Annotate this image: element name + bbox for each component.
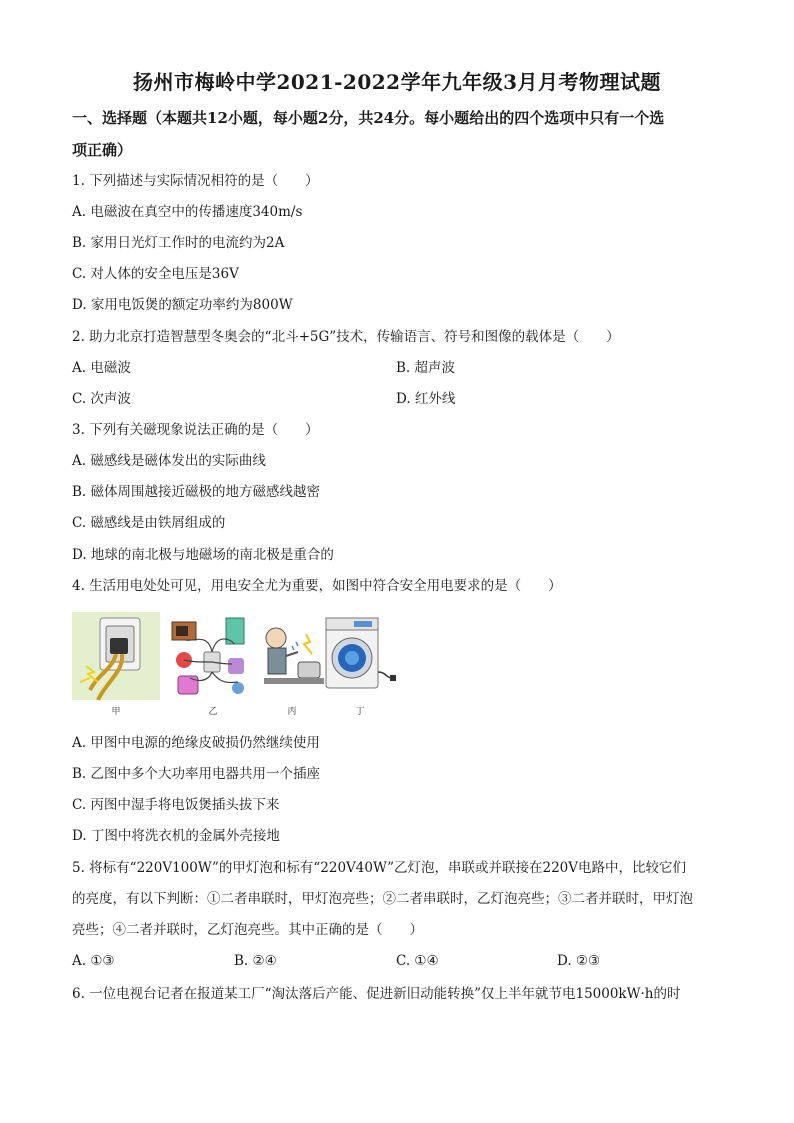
question-3-option-b: B. 磁体周围越接近磁极的地方磁感线越密 — [72, 484, 321, 500]
figure-label-ding: 丁 — [355, 707, 365, 717]
page-title: 扬州市梅岭中学2021-2022学年九年级3月月考物理试题 — [132, 70, 662, 94]
question-1-option-a: A. 电磁波在真空中的传播速度340m/s — [72, 204, 303, 220]
question-3-option-a: A. 磁感线是磁体发出的实际曲线 — [72, 453, 266, 469]
figure-label-jia: 甲 — [111, 707, 121, 717]
question-4-stem: 4. 生活用电处处可见，用电安全尤为重要，如图中符合安全用电要求的是（ ） — [72, 578, 562, 594]
question-6-stem: 6. 一位电视台记者在报道某工厂“淘汰落后产能、促进新旧动能转换”仅上半年就节电15000kW·h的时 — [72, 986, 681, 1002]
section-heading-line2: 项正确） — [72, 141, 133, 159]
question-4-option-c: C. 丙图中湿手将电饭煲插头拔下来 — [72, 797, 280, 813]
figure-label-bing: 丙 — [287, 707, 297, 717]
question-5-option-a: A. ①③ — [72, 953, 115, 969]
washing-machine-icon — [324, 612, 398, 702]
question-2-stem: 2. 助力北京打造智慧型冬奥会的“北斗+5G”技术，传输语言、符号和图像的载体是（ ） — [72, 329, 620, 345]
wet-hands-icon — [262, 612, 326, 702]
question-5-option-c: C. ①④ — [396, 953, 439, 969]
question-2-option-a: A. 电磁波 — [72, 360, 131, 376]
question-5-stem-line1: 5. 将标有“220V100W”的甲灯泡和标有“220V40W”乙灯泡，串联或并联接在220V电路中，比较它们 — [72, 860, 687, 876]
question-1-stem: 1. 下列描述与实际情况相符的是（ ） — [72, 173, 319, 189]
question-2-option-b: B. 超声波 — [396, 360, 456, 376]
overloaded-socket-icon — [168, 612, 258, 702]
question-2-option-d: D. 红外线 — [396, 391, 456, 407]
question-4-option-d: D. 丁图中将洗衣机的金属外壳接地 — [72, 828, 280, 844]
question-5-stem-line2: 的亮度，有以下判断：①二者串联时，甲灯泡亮些；②二者串联时，乙灯泡亮些；③二者并联时，甲灯泡 — [72, 891, 693, 907]
question-3-option-c: C. 磁感线是由铁屑组成的 — [72, 515, 226, 531]
section-heading-line1: 一、选择题（本题共12小题，每小题2分，共24分。每小题给出的四个选项中只有一个选 — [72, 109, 665, 127]
question-5-stem-line3: 亮些；④二者并联时，乙灯泡亮些。其中正确的是（ ） — [72, 922, 423, 938]
question-3-stem: 3. 下列有关磁现象说法正确的是（ ） — [72, 422, 319, 438]
question-4-figures — [72, 612, 402, 722]
question-3-option-d: D. 地球的南北极与地磁场的南北极是重合的 — [72, 547, 334, 563]
question-5-option-b: B. ②④ — [234, 953, 277, 969]
damaged-cable-icon — [72, 612, 160, 702]
question-4-option-a: A. 甲图中电源的绝缘皮破损仍然继续使用 — [72, 735, 320, 751]
question-5-option-d: D. ②③ — [557, 953, 601, 969]
question-2-option-c: C. 次声波 — [72, 391, 131, 407]
question-4-option-b: B. 乙图中多个大功率用电器共用一个插座 — [72, 766, 321, 782]
question-1-option-b: B. 家用日光灯工作时的电流约为2A — [72, 235, 285, 251]
question-1-option-d: D. 家用电饭煲的额定功率约为800W — [72, 297, 293, 313]
question-1-option-c: C. 对人体的安全电压是36V — [72, 266, 239, 282]
figure-label-yi: 乙 — [208, 707, 218, 717]
